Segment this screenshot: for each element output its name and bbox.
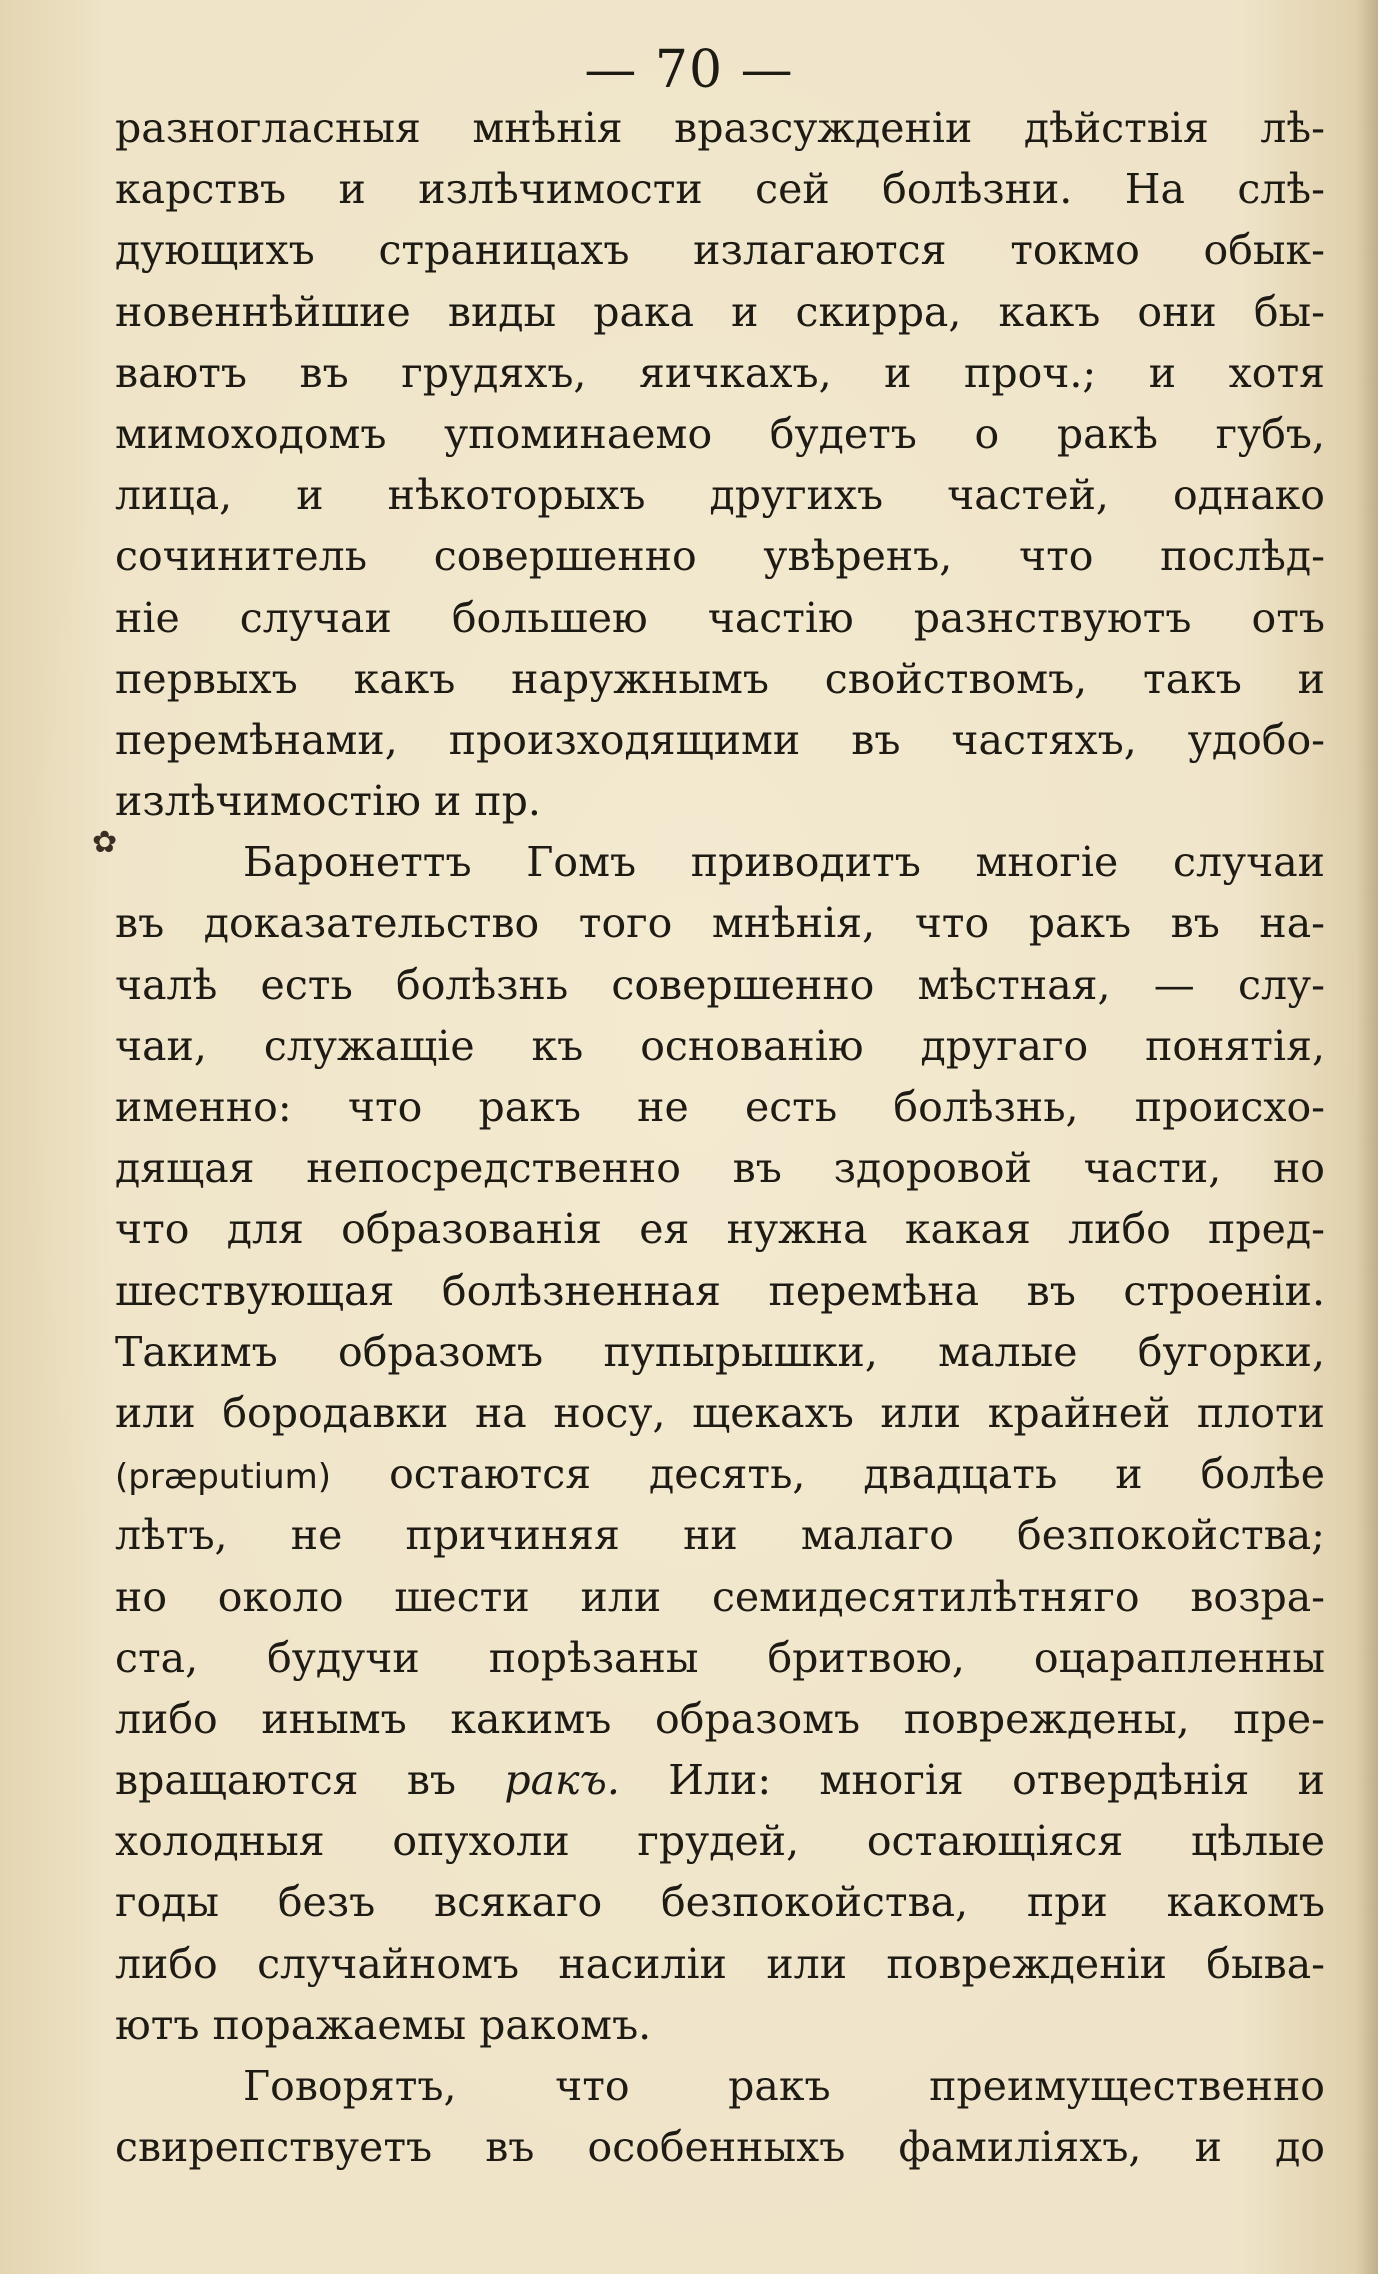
text-line: дящая непосредственно въ здоровой части, но bbox=[115, 1144, 1325, 1193]
text-line: карствъ и излѣчимости сей болѣзни. На слѣ- bbox=[115, 165, 1325, 214]
text-line: что для образованія ея нужна какая либо пред- bbox=[115, 1205, 1325, 1254]
text-line: сочинитель совершенно увѣренъ, что послѣд- bbox=[115, 532, 1325, 581]
text-line: чалѣ есть болѣзнь совершенно мѣстная, — слу- bbox=[115, 960, 1325, 1009]
text-line: въ доказательство того мнѣнія, что ракъ въ на- bbox=[115, 899, 1325, 948]
text-line: холодныя опухоли грудей, остающіяся цѣлые bbox=[115, 1817, 1325, 1866]
text-line: первыхъ какъ наружнымъ свойствомъ, такъ и bbox=[115, 654, 1325, 703]
text-line: либо инымъ какимъ образомъ повреждены, пре- bbox=[115, 1694, 1325, 1743]
paragraph-start-line: Баронеттъ Гомъ приводитъ многіе случаи bbox=[243, 838, 1325, 887]
text-line: ютъ поражаемы ракомъ. bbox=[115, 2000, 652, 2049]
page-number: — 70 — bbox=[584, 40, 794, 100]
text-line: ста, будучи порѣзаны бритвою, оцарапленны bbox=[115, 1633, 1325, 1682]
text-line: разногласныя мнѣнія вразсужденіи дѣйствія лѣ- bbox=[115, 104, 1325, 152]
text-line: мимоходомъ упоминаемо будетъ о ракѣ губъ, bbox=[115, 409, 1325, 458]
text-fragment: Или: многія отвердѣнія и bbox=[668, 1756, 1325, 1805]
text-line: годы безъ всякаго безпокойства, при какомъ bbox=[115, 1878, 1325, 1927]
italic-word: ракъ. bbox=[504, 1756, 620, 1805]
text-line: Такимъ образомъ пупырышки, малые бугорки, bbox=[115, 1327, 1325, 1376]
text-line: излѣчимостію и пр. bbox=[115, 777, 541, 826]
ink-blot-mark: ✿ bbox=[92, 825, 118, 860]
text-line: свирепствуетъ въ особенныхъ фамиліяхъ, и до bbox=[115, 2123, 1325, 2172]
text-line: шествующая болѣзненная перемѣна въ строеніи. bbox=[115, 1266, 1325, 1315]
text-line: лица, и нѣкоторыхъ другихъ частей, однако bbox=[115, 471, 1325, 520]
text-line: лѣтъ, не причиняя ни малаго безпокойства; bbox=[115, 1511, 1325, 1560]
text-line: перемѣнами, произходящими въ частяхъ, удобо- bbox=[115, 715, 1325, 764]
text-line: ніе случаи большею частію разнствуютъ отъ bbox=[115, 593, 1325, 642]
text-line: или бородавки на носу, щекахъ или крайней плоти bbox=[115, 1388, 1325, 1437]
body-text bbox=[115, 98, 1325, 2178]
text-line: но около шести или семидесятилѣтняго возра- bbox=[115, 1572, 1325, 1621]
page-edge-shadow bbox=[1356, 0, 1378, 2274]
text-line: либо случайномъ насиліи или поврежденіи быва- bbox=[115, 1939, 1325, 1988]
text-line: чаи, служащіе къ основанію другаго понятія, bbox=[115, 1021, 1325, 1070]
text-line: новеннѣйшие виды рака и скирра, какъ они бы- bbox=[115, 287, 1325, 336]
paragraph-start-line: Говорятъ, что ракъ преимущественно bbox=[243, 2062, 1325, 2110]
latin-term: (præputium) bbox=[115, 1457, 332, 1498]
text-fragment: остаются десять, двадцать и болѣе bbox=[389, 1450, 1325, 1499]
text-line: именно: что ракъ не есть болѣзнь, происхо- bbox=[115, 1083, 1325, 1131]
text-line-with-latin-term bbox=[115, 1444, 1325, 1505]
text-line-with-italic bbox=[115, 1750, 1325, 1811]
text-line: дующихъ страницахъ излагаются токмо обык- bbox=[115, 226, 1325, 275]
text-fragment: вращаются въ bbox=[115, 1756, 457, 1805]
text-line: ваютъ въ грудяхъ, яичкахъ, и проч.; и хотя bbox=[115, 348, 1325, 397]
